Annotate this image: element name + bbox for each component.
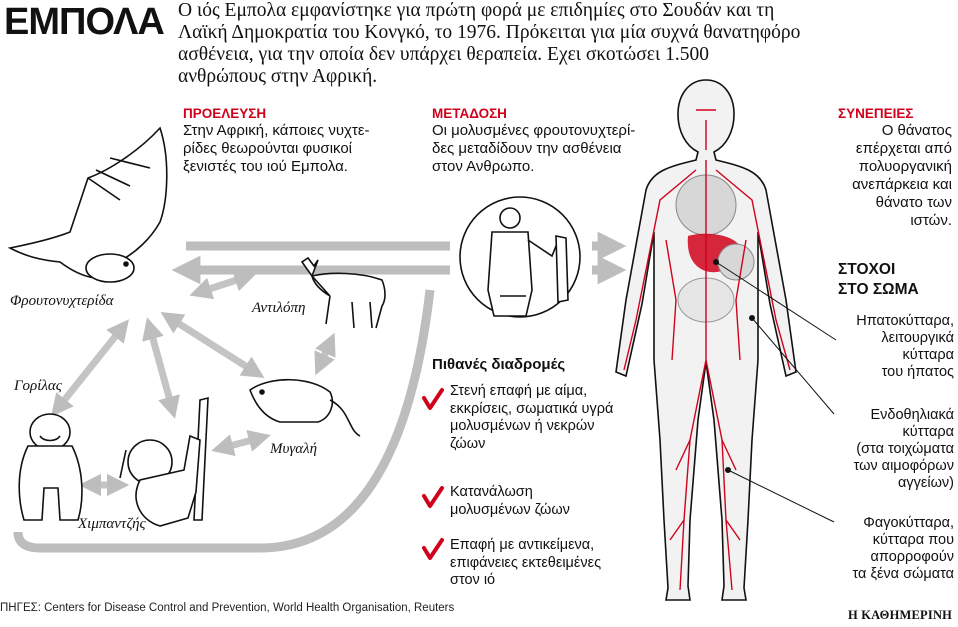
arrow-antelope-mouse bbox=[320, 343, 330, 365]
route-objects: Επαφή με αντικείμενα, επιφάνειες εκτεθειμένες στον ιό bbox=[450, 537, 602, 588]
transmission-heading: ΜΕΤΑΔΟΣΗ bbox=[432, 106, 507, 121]
arrow-bat-chimp bbox=[150, 328, 172, 408]
route-contact: Στενή επαφή με αίμα, εκκρίσεις, σωματικά υγρά μολυσμένων ή νεκρών ζώων bbox=[450, 383, 614, 452]
arrow-bat-mouse bbox=[170, 318, 255, 372]
chimp-illustration bbox=[120, 398, 208, 526]
target-hepatocytes: Ηπατοκύτταρα, λειτουργικά κύτταρα του ήπατος bbox=[856, 313, 954, 380]
check-icon-3 bbox=[424, 540, 442, 558]
arrow-chimp-mouse bbox=[222, 438, 260, 448]
label-gorilla: Γορίλας bbox=[14, 378, 62, 394]
intro-text: Ο ιός Εμπολα εμφανίστηκε για πρώτη φορά με επιδημίες στο Σουδάν και τη Λαϊκή Δημοκρατία του Κονγκό, το 1976. Πρόκειται για μία συχνά θανατηφόρο ασθένεια, για την οποία δεν υπάρχει θεραπεία. Εχει σκοτώσει 1.500 ανθρώπους στην Αφρική. bbox=[178, 0, 801, 87]
sources-text: ΠΗΓΕΣ: Centers for Disease Control and Prevention, World Health Organisation, Reuters bbox=[0, 602, 455, 614]
targets-title: ΣΤΟΧΟΙ ΣΤΟ ΣΩΜΑ bbox=[838, 261, 919, 298]
mouse-illustration bbox=[250, 380, 360, 436]
check-icon-2 bbox=[424, 488, 442, 506]
origin-section bbox=[183, 106, 413, 176]
gorilla-illustration bbox=[19, 414, 82, 520]
label-mouse: Μυγαλή bbox=[270, 441, 318, 457]
consequences-heading: ΣΥΝΕΠΕΙΕΣ bbox=[838, 106, 914, 121]
origin-body: Στην Αφρική, κάποιες νυχτε- ρίδες θεωρούνται φυσικοί ξενιστές του ιού Εμπολα. bbox=[183, 122, 370, 175]
arrow-bat-gorilla bbox=[58, 328, 122, 408]
label-bat: Φρουτονυχτερίδα bbox=[10, 293, 114, 309]
check-icon-1 bbox=[424, 390, 442, 408]
bat-illustration bbox=[10, 128, 167, 282]
routes-title: Πιθανές διαδρομές bbox=[432, 356, 566, 373]
route-consumption: Κατανάλωση μολυσμένων ζώων bbox=[450, 484, 570, 518]
check-marks bbox=[424, 390, 442, 558]
target-endothelial: Ενδοθηλιακά κύτταρα (στα τοιχώματα των αιμοφόρων αγγείων) bbox=[853, 407, 954, 491]
consequences-body: Ο θάνατος επέρχεται από πολυοργανική ανεπάρκεια και θάνατο των ιστών. bbox=[852, 122, 952, 229]
brand-logo: Η ΚΑΘΗΜΕΡΙΝΗ bbox=[848, 608, 953, 622]
label-chimp: Χιμπαντζής bbox=[78, 516, 146, 532]
arrow-bat-antelope bbox=[200, 277, 246, 292]
target-phagocytes: Φαγοκύτταρα, κύτταρα που απορροφούν τα ξένα σώματα bbox=[852, 515, 954, 582]
origin-heading: ΠΡΟΕΛΕΥΣΗ bbox=[183, 106, 267, 121]
transmission-section bbox=[432, 106, 662, 176]
label-antelope: Αντιλόπη bbox=[252, 300, 306, 316]
human-hunter-illustration bbox=[460, 197, 580, 317]
transmission-body: Οι μολυσμένες φρουτονυχτερί- δες μεταδίδουν την ασθένεια στον Ανθρωπο. bbox=[432, 122, 636, 175]
main-title: ΕΜΠΟΛΑ bbox=[4, 1, 164, 43]
consequences-section bbox=[806, 106, 952, 230]
